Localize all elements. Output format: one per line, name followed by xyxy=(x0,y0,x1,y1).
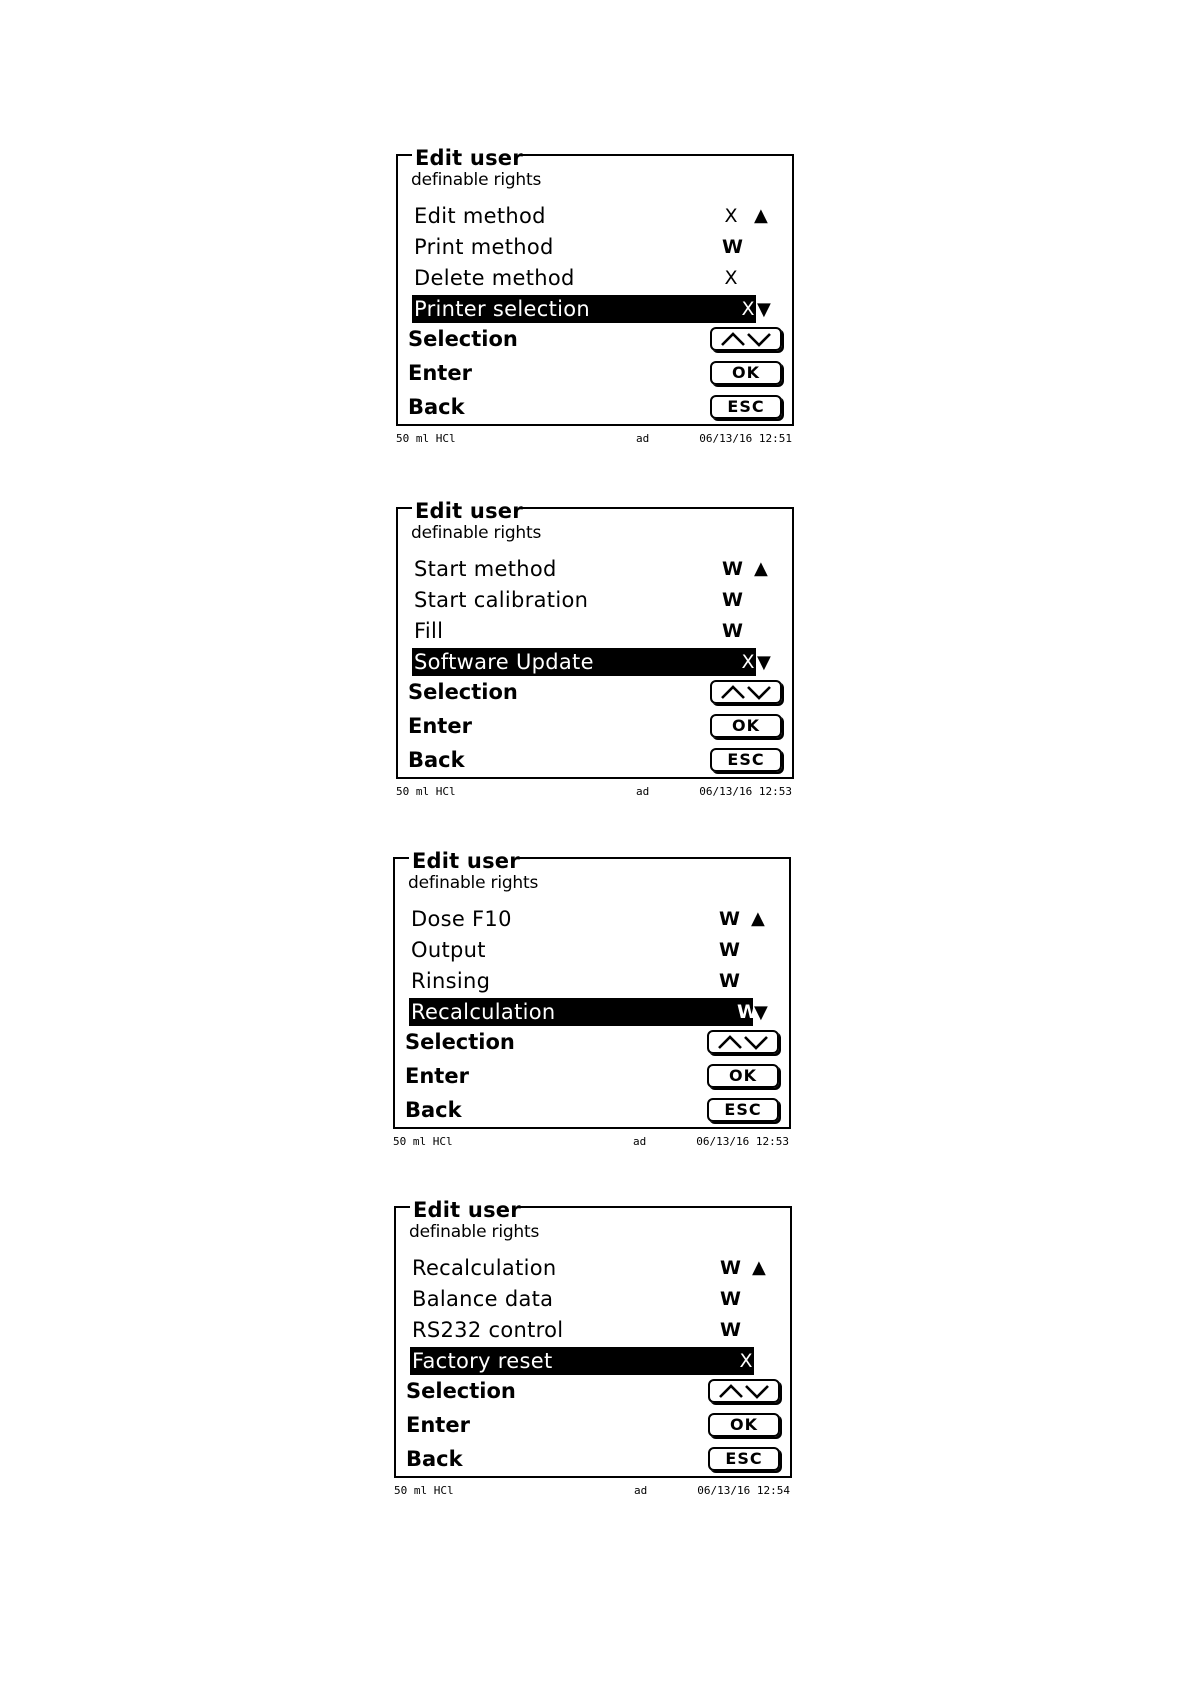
list-item[interactable] xyxy=(409,905,765,933)
right-value: W xyxy=(737,1001,758,1023)
screen-frame xyxy=(396,499,794,779)
right-value: W xyxy=(720,1288,741,1310)
triangle-up-icon: ▲ xyxy=(754,205,768,226)
enter-label: Enter xyxy=(406,1413,470,1437)
back-key-button[interactable]: ESC xyxy=(710,748,782,772)
back-label: Back xyxy=(405,1098,462,1122)
right-value: W xyxy=(722,620,743,642)
back-key-button[interactable]: ESC xyxy=(707,1098,779,1122)
selection-key-button[interactable] xyxy=(710,680,782,704)
screen-subtitle: definable rights xyxy=(411,170,542,190)
selection-label: Selection xyxy=(408,327,518,351)
screen-frame xyxy=(393,849,791,1129)
right-value: W xyxy=(719,970,740,992)
list-item[interactable] xyxy=(410,1254,766,1282)
frame-top-border xyxy=(520,154,792,156)
enter-label: Enter xyxy=(408,714,472,738)
status-method: 50 ml HCl xyxy=(396,785,456,798)
up-down-chevrons-icon xyxy=(715,1034,771,1050)
frame-top-border xyxy=(517,857,789,859)
right-name: Rinsing xyxy=(411,969,491,993)
selection-label: Selection xyxy=(406,1379,516,1403)
status-user: ad xyxy=(636,432,650,445)
back-row xyxy=(405,1095,781,1125)
screen-title: Edit user xyxy=(412,849,520,873)
status-user: ad xyxy=(636,785,650,798)
screen-subtitle: definable rights xyxy=(411,523,542,543)
back-key-button[interactable]: ESC xyxy=(710,395,782,419)
selection-key-button[interactable] xyxy=(707,1030,779,1054)
right-name: Start calibration xyxy=(414,588,589,612)
status-datetime: 06/13/16 12:54 xyxy=(697,1484,790,1497)
device-screen-4 xyxy=(394,1198,792,1497)
triangle-up-icon: ▲ xyxy=(751,908,765,929)
right-value: X xyxy=(741,298,755,320)
triangle-up-icon: ▲ xyxy=(752,1257,766,1278)
list-item-selected[interactable] xyxy=(412,648,768,676)
triangle-down-icon: ▼ xyxy=(757,652,771,673)
list-item[interactable] xyxy=(409,967,765,995)
enter-row xyxy=(405,1061,781,1091)
right-value: X xyxy=(724,267,738,289)
right-name: Start method xyxy=(414,557,557,581)
back-label: Back xyxy=(408,748,465,772)
list-item[interactable] xyxy=(412,264,768,292)
screen-subtitle: definable rights xyxy=(408,873,539,893)
right-value: W xyxy=(720,1257,741,1279)
triangle-up-icon: ▲ xyxy=(754,558,768,579)
frame-top-border xyxy=(520,507,792,509)
list-item[interactable] xyxy=(410,1285,766,1313)
status-method: 50 ml HCl xyxy=(393,1135,453,1148)
frame-top-border xyxy=(396,1206,410,1208)
status-datetime: 06/13/16 12:53 xyxy=(696,1135,789,1148)
right-name: Factory reset xyxy=(412,1349,553,1373)
list-item[interactable] xyxy=(412,617,768,645)
enter-label: Enter xyxy=(408,361,472,385)
selection-row xyxy=(405,1027,781,1057)
right-name: Recalculation xyxy=(411,1000,556,1024)
status-method: 50 ml HCl xyxy=(396,432,456,445)
selection-row xyxy=(408,324,784,354)
enter-key-button[interactable]: OK xyxy=(708,1413,780,1437)
selection-key-button[interactable] xyxy=(708,1379,780,1403)
enter-key-button[interactable]: OK xyxy=(710,714,782,738)
status-user: ad xyxy=(634,1484,648,1497)
right-name: Balance data xyxy=(412,1287,554,1311)
right-name: Fill xyxy=(414,619,444,643)
right-value: X xyxy=(724,205,738,227)
list-item-selected[interactable] xyxy=(410,1347,766,1375)
back-row xyxy=(406,1444,782,1474)
screen-title: Edit user xyxy=(413,1198,521,1222)
right-name: Output xyxy=(411,938,486,962)
list-item[interactable] xyxy=(412,586,768,614)
frame-top-border xyxy=(395,857,409,859)
back-key-button[interactable]: ESC xyxy=(708,1447,780,1471)
screen-frame xyxy=(396,146,794,426)
back-row xyxy=(408,392,784,422)
right-value: W xyxy=(719,939,740,961)
list-item[interactable] xyxy=(410,1316,766,1344)
enter-row xyxy=(408,358,784,388)
status-user: ad xyxy=(633,1135,647,1148)
triangle-down-icon: ▼ xyxy=(754,1002,768,1023)
selection-row xyxy=(408,677,784,707)
selection-label: Selection xyxy=(405,1030,515,1054)
frame-top-border xyxy=(518,1206,790,1208)
list-item[interactable] xyxy=(412,233,768,261)
device-screen-3 xyxy=(393,849,791,1148)
up-down-chevrons-icon xyxy=(716,1383,772,1399)
frame-top-border xyxy=(398,154,412,156)
status-method: 50 ml HCl xyxy=(394,1484,454,1497)
status-datetime: 06/13/16 12:51 xyxy=(699,432,792,445)
right-name: Edit method xyxy=(414,204,546,228)
right-name: Recalculation xyxy=(412,1256,557,1280)
right-value: W xyxy=(722,558,743,580)
selection-label: Selection xyxy=(408,680,518,704)
right-name: Software Update xyxy=(414,650,594,674)
enter-key-button[interactable]: OK xyxy=(710,361,782,385)
frame-top-border xyxy=(398,507,412,509)
up-down-chevrons-icon xyxy=(718,684,774,700)
enter-key-button[interactable]: OK xyxy=(707,1064,779,1088)
right-name: Print method xyxy=(414,235,554,259)
right-value: W xyxy=(722,589,743,611)
right-value: W xyxy=(719,908,740,930)
triangle-down-icon: ▼ xyxy=(757,299,771,320)
enter-row xyxy=(406,1410,782,1440)
device-screen-2 xyxy=(396,499,794,798)
right-value: X xyxy=(741,651,755,673)
right-name: Delete method xyxy=(414,266,575,290)
enter-row xyxy=(408,711,784,741)
enter-label: Enter xyxy=(405,1064,469,1088)
screen-frame xyxy=(394,1198,792,1478)
list-item-selected[interactable] xyxy=(409,998,765,1026)
screen-title: Edit user xyxy=(415,499,523,523)
back-label: Back xyxy=(408,395,465,419)
right-name: Dose F10 xyxy=(411,907,512,931)
screen-subtitle: definable rights xyxy=(409,1222,540,1242)
right-value: X xyxy=(739,1350,753,1372)
list-item[interactable] xyxy=(412,202,768,230)
selection-key-button[interactable] xyxy=(710,327,782,351)
device-screen-1 xyxy=(396,146,794,445)
back-label: Back xyxy=(406,1447,463,1471)
list-item-selected[interactable] xyxy=(412,295,768,323)
right-name: RS232 control xyxy=(412,1318,564,1342)
right-name: Printer selection xyxy=(414,297,591,321)
selection-row xyxy=(406,1376,782,1406)
right-value: W xyxy=(720,1319,741,1341)
screen-title: Edit user xyxy=(415,146,523,170)
up-down-chevrons-icon xyxy=(718,331,774,347)
list-item[interactable] xyxy=(412,555,768,583)
list-item[interactable] xyxy=(409,936,765,964)
status-datetime: 06/13/16 12:53 xyxy=(699,785,792,798)
right-value: W xyxy=(722,236,743,258)
back-row xyxy=(408,745,784,775)
